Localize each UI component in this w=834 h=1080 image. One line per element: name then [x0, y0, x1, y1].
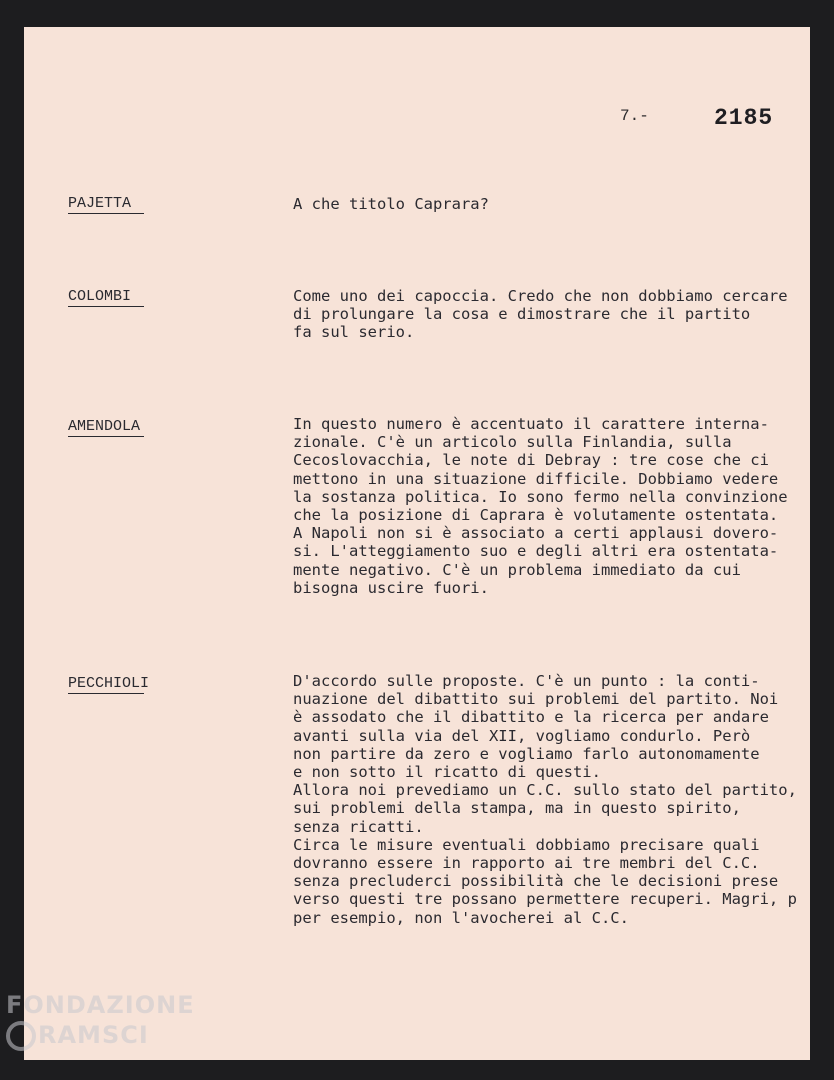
page-marker: 7.- — [620, 107, 649, 125]
speech-text: Come uno dei capoccia. Credo che non dobbiamo cercare di prolungare la cosa e dimostrare che il partito fa sul serio. — [293, 287, 788, 342]
g-logo-icon — [6, 1021, 36, 1051]
speech-text: D'accordo sulle proposte. C'è un punto : la conti- nuazione del dibattito sui problemi del partito. Noi è assodato che il dibattito e la ricerca per andare avanti sulla via del XII, vogliamo condurlo. Però non partire da zero e vogliamo farlo autonomamente e non sotto il ricatto di questi. Allora noi prevediamo un C.C. sullo stato del partito, sui problemi della stampa, ma in questo spirito, senza ricatti. Circa le misure eventuali dobbiamo precisare quali dovranno essere in rapporto ai tre membri del C.C. senza precluderci possibilità che le decisioni prese verso questi tre possano permettere recuperi. Magri, p per esempio, non l'avocherei al C.C. — [293, 672, 797, 927]
document-page — [24, 27, 810, 1060]
speech-text: A che titolo Caprara? — [293, 195, 489, 213]
page-number: 2185 — [714, 105, 774, 131]
watermark-line2: RAMSCI — [6, 1020, 195, 1051]
watermark-line1: FONDAZIONE — [6, 991, 195, 1019]
speaker-name: PECCHIOLI — [68, 675, 150, 692]
speech-text: In questo numero è accentuato il carattere interna- zionale. C'è un articolo sulla Finlandia, sulla Cecoslovacchia, le note di Debray : tre cose che ci mettono in una situazione difficile. Dobbiamo vedere la sostanza politica. Io sono fermo nella convinzione che la posizione di Caprara è volutamente ostentata. A Napoli non si è associato a certi applausi dovero- si. L'atteggiamento suo e degli altri era ostentata- mente negativo. C'è un problema immediato da cui bisogna uscire fuori. — [293, 415, 788, 597]
watermark-logo — [6, 990, 195, 1051]
speaker-name: COLOMBI — [68, 288, 144, 307]
speaker-name: PAJETTA — [68, 195, 144, 214]
speaker-name: AMENDOLA — [68, 418, 144, 437]
